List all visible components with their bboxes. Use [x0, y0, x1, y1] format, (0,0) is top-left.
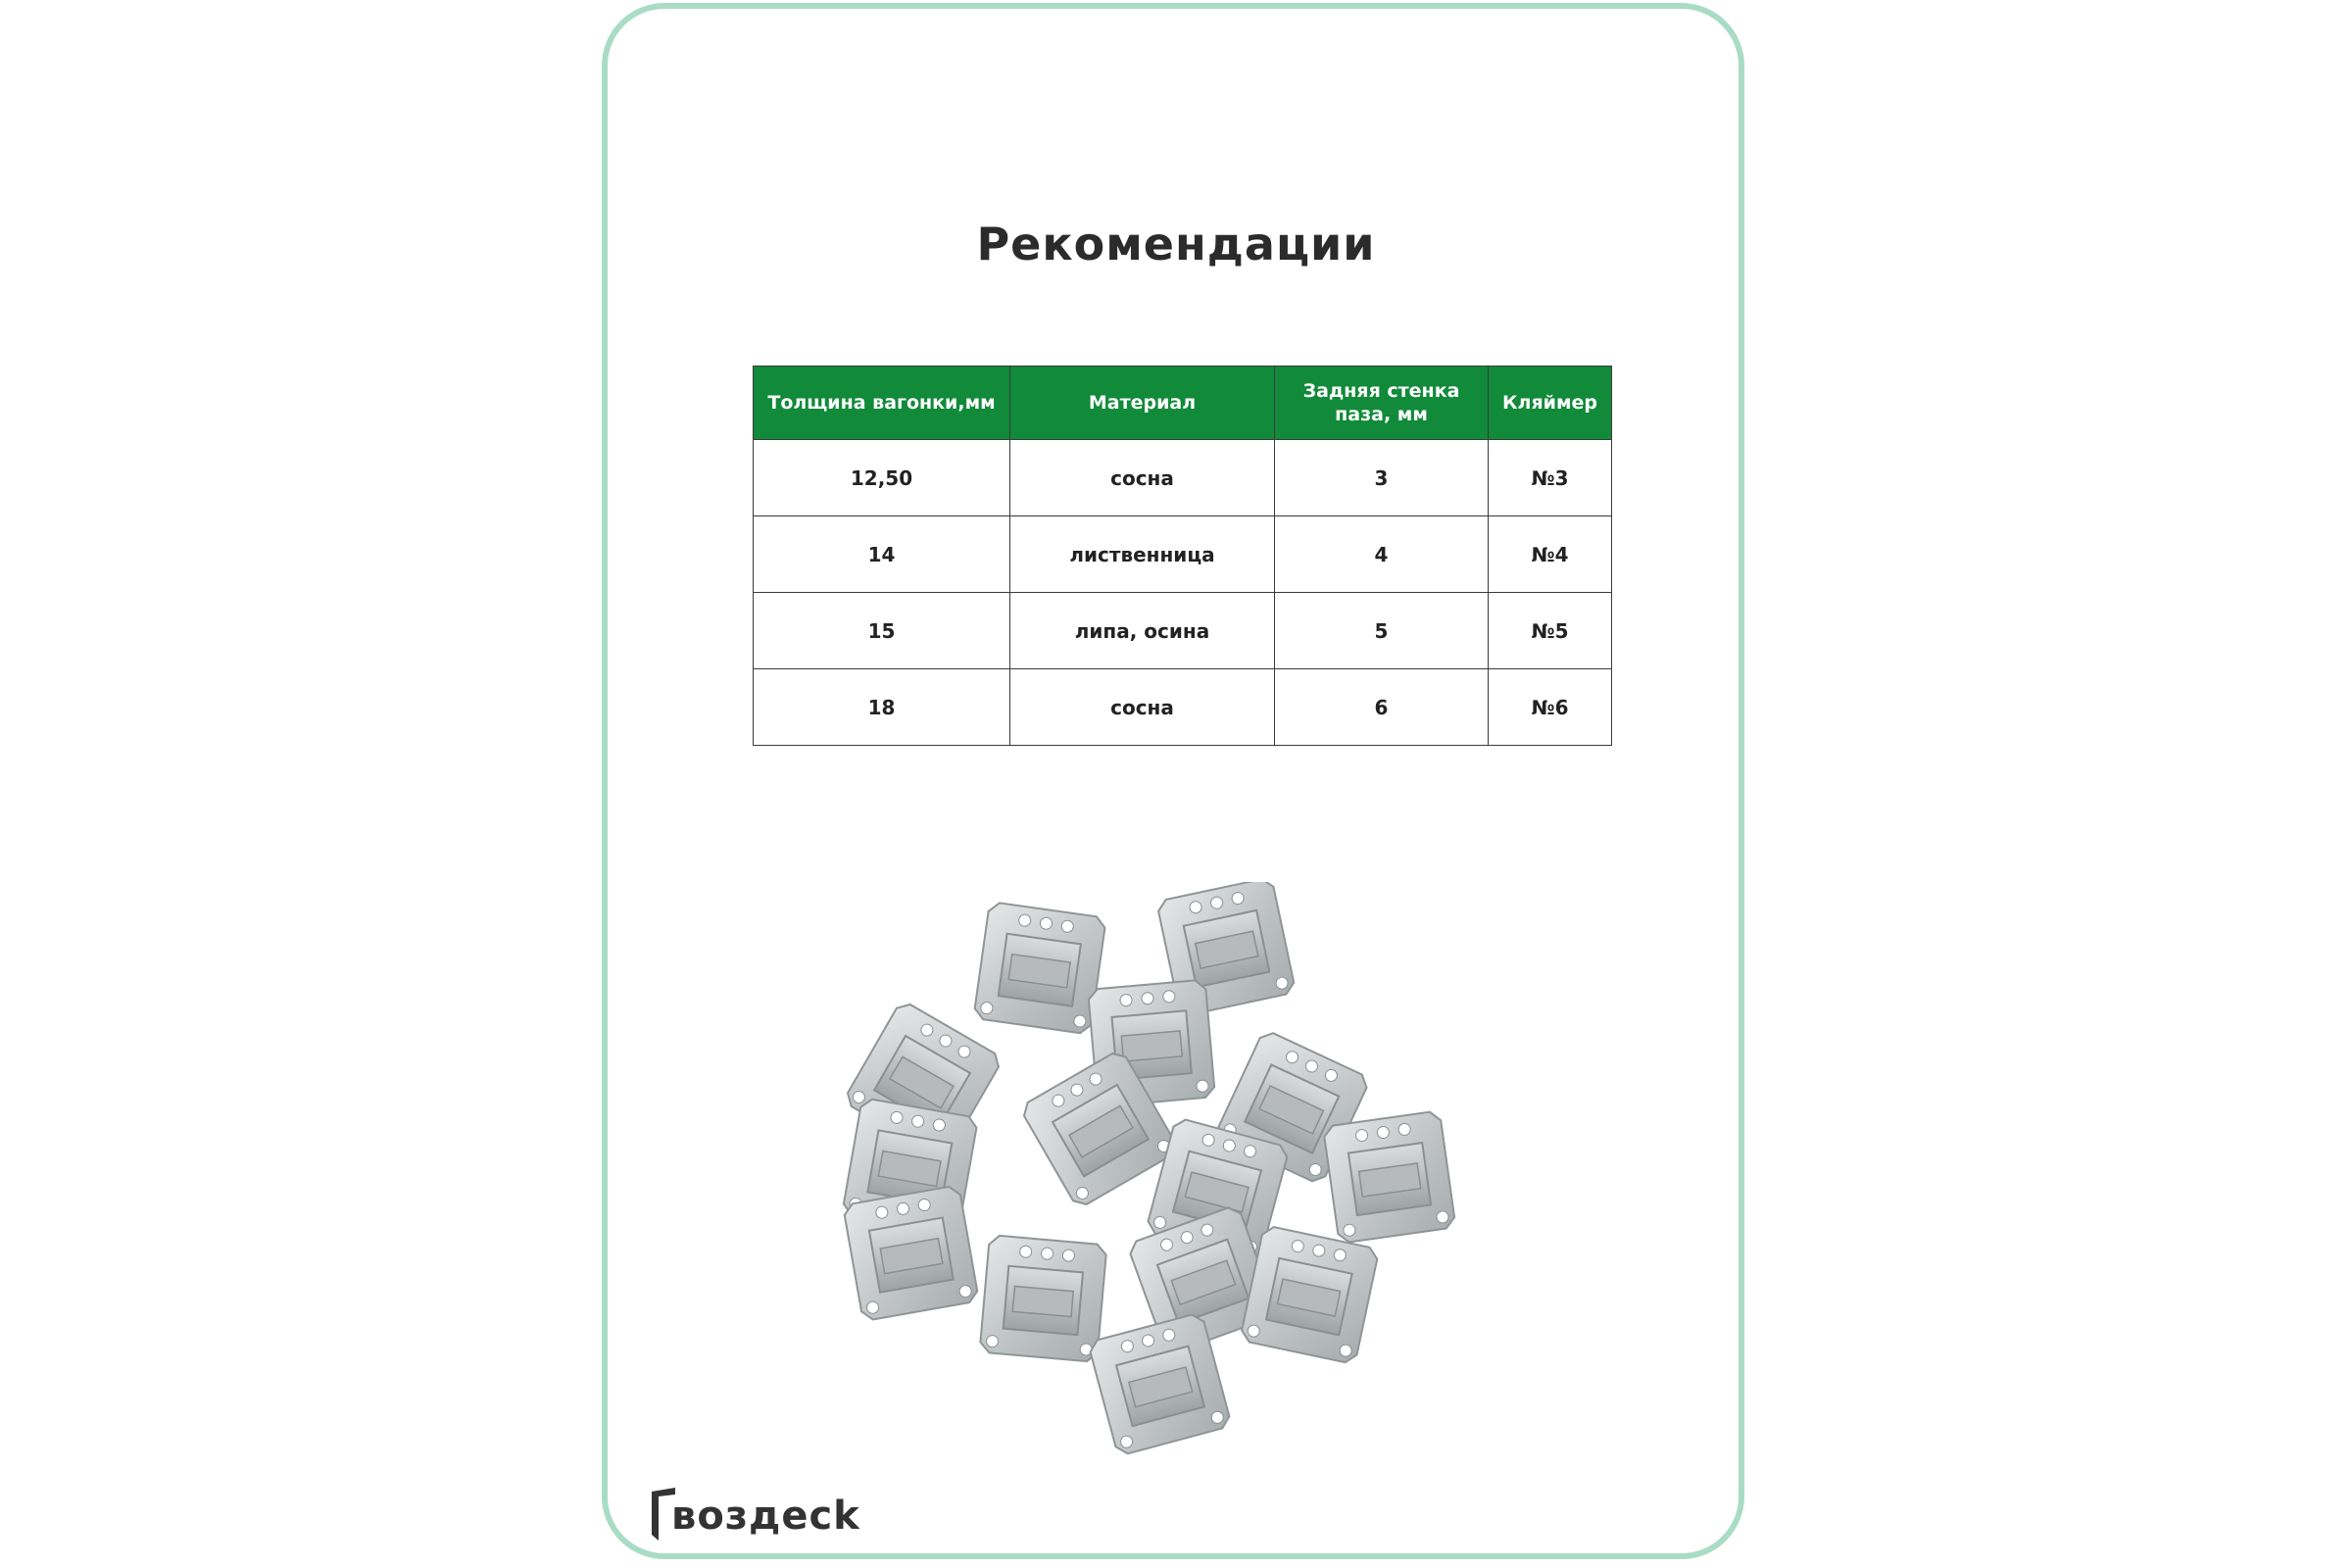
table-row [754, 516, 1612, 593]
cell-material: сосна [1010, 669, 1275, 746]
cell-thickness: 12,50 [754, 440, 1010, 516]
cell-thickness: 15 [754, 593, 1010, 669]
col-header-material: Материал [1010, 367, 1275, 440]
metal-clips-icon [833, 882, 1499, 1470]
page-title: Рекомендации [976, 218, 1376, 270]
clip-shape [1240, 1225, 1379, 1364]
clip-shape [1323, 1110, 1456, 1244]
cell-thickness: 14 [754, 516, 1010, 593]
cell-material: лиственница [1010, 516, 1275, 593]
col-header-thickness: Толщина вагонки,мм [754, 367, 1010, 440]
table-header-row [754, 367, 1612, 440]
col-header-clip: Кляймер [1489, 367, 1612, 440]
cell-clip: №5 [1489, 593, 1612, 669]
clip-shape [973, 902, 1106, 1035]
cell-material: сосна [1010, 440, 1275, 516]
cell-back-wall: 5 [1275, 593, 1489, 669]
table-row [754, 669, 1612, 746]
cell-clip: №6 [1489, 669, 1612, 746]
col-header-back-wall: Задняя стенка паза, мм [1275, 367, 1489, 440]
cell-clip: №3 [1489, 440, 1612, 516]
logo-text: воздеck [671, 1494, 860, 1539]
recommendations-table [753, 366, 1612, 746]
table-row [754, 440, 1612, 516]
brand-logo [650, 1482, 865, 1544]
cell-back-wall: 4 [1275, 516, 1489, 593]
clip-shape [980, 1235, 1107, 1362]
cell-thickness: 18 [754, 669, 1010, 746]
cell-back-wall: 3 [1275, 440, 1489, 516]
table-row [754, 593, 1612, 669]
cell-material: липа, осина [1010, 593, 1275, 669]
clip-shape [843, 1185, 979, 1321]
cell-back-wall: 6 [1275, 669, 1489, 746]
cell-clip: №4 [1489, 516, 1612, 593]
